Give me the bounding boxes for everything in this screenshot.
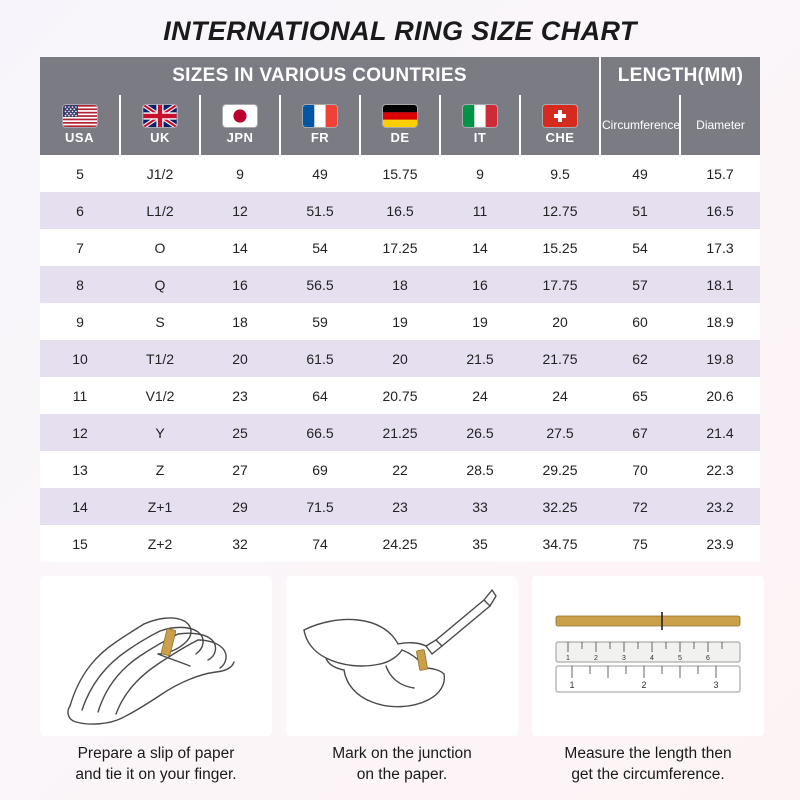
cell-it: 19: [440, 303, 520, 340]
cell-uk: Y: [120, 414, 200, 451]
table-body: [40, 155, 760, 562]
cell-it: 26.5: [440, 414, 520, 451]
flag-germany-icon: [383, 105, 417, 127]
cell-fr: 69: [280, 451, 360, 488]
table-row: [40, 377, 760, 414]
step-caption-1-line1: Prepare a slip of paper: [77, 745, 235, 762]
cell-usa: 8: [40, 266, 120, 303]
cell-de: 17.25: [360, 229, 440, 266]
svg-text:6: 6: [706, 655, 710, 662]
cell-che: 17.75: [520, 266, 600, 303]
cell-usa: 7: [40, 229, 120, 266]
cell-usa: 13: [40, 451, 120, 488]
cell-diameter: 16.5: [680, 192, 760, 229]
cell-usa: 10: [40, 340, 120, 377]
cell-jpn: 23: [200, 377, 280, 414]
cell-jpn: 14: [200, 229, 280, 266]
cell-it: 9: [440, 155, 520, 192]
cell-de: 15.75: [360, 155, 440, 192]
cell-circumference: 57: [600, 266, 680, 303]
cell-de: 18: [360, 266, 440, 303]
header-label-che: CHE: [545, 130, 575, 145]
cell-jpn: 20: [200, 340, 280, 377]
cell-uk: Z+1: [120, 488, 200, 525]
flag-france-icon: [303, 105, 337, 127]
step-caption-2-line1: Mark on the junction: [332, 745, 472, 762]
table-row: [40, 414, 760, 451]
step-card-1: [40, 576, 272, 786]
svg-text:2: 2: [641, 680, 647, 690]
header-label-fr: FR: [310, 130, 330, 145]
table-row: [40, 488, 760, 525]
svg-text:1: 1: [566, 655, 570, 662]
table-row: [40, 155, 760, 192]
cell-it: 21.5: [440, 340, 520, 377]
cell-circumference: 62: [600, 340, 680, 377]
cell-che: 29.25: [520, 451, 600, 488]
header-label-usa: USA: [65, 130, 94, 145]
cell-che: 20: [520, 303, 600, 340]
cell-de: 16.5: [360, 192, 440, 229]
cell-circumference: 49: [600, 155, 680, 192]
cell-fr: 74: [280, 525, 360, 562]
step-card-3: [532, 576, 764, 786]
cell-it: 16: [440, 266, 520, 303]
cell-diameter: 18.9: [680, 303, 760, 340]
cell-diameter: 18.1: [680, 266, 760, 303]
cell-it: 28.5: [440, 451, 520, 488]
cell-che: 24: [520, 377, 600, 414]
flag-usa-icon: [63, 105, 97, 127]
cell-jpn: 27: [200, 451, 280, 488]
cell-it: 33: [440, 488, 520, 525]
cell-diameter: 23.9: [680, 525, 760, 562]
cell-fr: 71.5: [280, 488, 360, 525]
cell-uk: O: [120, 229, 200, 266]
cell-uk: V1/2: [120, 377, 200, 414]
step-caption-1-line2: and tie it on your finger.: [75, 765, 237, 783]
cell-diameter: 20.6: [680, 377, 760, 414]
table-header-countries: [40, 95, 760, 155]
cell-usa: 12: [40, 414, 120, 451]
table-row: [40, 229, 760, 266]
header-col-uk: [120, 95, 200, 155]
cell-circumference: 60: [600, 303, 680, 340]
header-label-it: IT: [473, 130, 487, 145]
cell-usa: 14: [40, 488, 120, 525]
cell-circumference: 65: [600, 377, 680, 414]
cell-uk: J1/2: [120, 155, 200, 192]
header-col-circumference: Circumference: [600, 95, 680, 155]
cell-fr: 66.5: [280, 414, 360, 451]
header-col-diameter: Diameter: [680, 95, 760, 155]
cell-uk: L1/2: [120, 192, 200, 229]
ruler-measuring-illustration: [532, 576, 764, 736]
cell-fr: 49: [280, 155, 360, 192]
cell-circumference: 67: [600, 414, 680, 451]
header-label-jpn: JPN: [226, 130, 254, 145]
cell-che: 27.5: [520, 414, 600, 451]
step-caption-2-line2: on the paper.: [356, 765, 448, 783]
cell-circumference: 54: [600, 229, 680, 266]
cell-circumference: 72: [600, 488, 680, 525]
cell-de: 20: [360, 340, 440, 377]
hand-with-paper-strip-illustration: [40, 576, 272, 736]
table-header-groups: [40, 57, 760, 95]
table-row: [40, 192, 760, 229]
header-col-de: [360, 95, 440, 155]
cell-diameter: 23.2: [680, 488, 760, 525]
cell-usa: 9: [40, 303, 120, 340]
header-col-jpn: [200, 95, 280, 155]
cell-fr: 59: [280, 303, 360, 340]
cell-usa: 5: [40, 155, 120, 192]
flag-italy-icon: [463, 105, 497, 127]
header-group-length: LENGTH(MM): [600, 57, 760, 95]
cell-diameter: 15.7: [680, 155, 760, 192]
cell-circumference: 70: [600, 451, 680, 488]
table-row: [40, 266, 760, 303]
step-caption-1: [75, 744, 236, 786]
cell-circumference: 75: [600, 525, 680, 562]
page-title: INTERNATIONAL RING SIZE CHART: [163, 16, 637, 46]
cell-fr: 56.5: [280, 266, 360, 303]
svg-text:3: 3: [713, 680, 719, 690]
cell-de: 19: [360, 303, 440, 340]
step-caption-3: [564, 744, 731, 786]
cell-it: 11: [440, 192, 520, 229]
cell-it: 14: [440, 229, 520, 266]
cell-che: 9.5: [520, 155, 600, 192]
cell-uk: S: [120, 303, 200, 340]
cell-jpn: 16: [200, 266, 280, 303]
svg-text:5: 5: [678, 655, 682, 662]
flag-switzerland-icon: [543, 105, 577, 127]
table-row: [40, 303, 760, 340]
step-card-2: [286, 576, 518, 786]
header-col-it: [440, 95, 520, 155]
flag-uk-icon: [143, 105, 177, 127]
cell-fr: 51.5: [280, 192, 360, 229]
cell-fr: 54: [280, 229, 360, 266]
cell-jpn: 32: [200, 525, 280, 562]
step-caption-3-line1: Measure the length then: [564, 745, 732, 762]
cell-it: 35: [440, 525, 520, 562]
cell-uk: T1/2: [120, 340, 200, 377]
cell-jpn: 29: [200, 488, 280, 525]
cell-usa: 6: [40, 192, 120, 229]
measurement-steps: [40, 576, 760, 786]
cell-uk: Q: [120, 266, 200, 303]
cell-usa: 11: [40, 377, 120, 414]
cell-che: 12.75: [520, 192, 600, 229]
cell-de: 22: [360, 451, 440, 488]
cell-jpn: 12: [200, 192, 280, 229]
cell-de: 23: [360, 488, 440, 525]
cell-diameter: 19.8: [680, 340, 760, 377]
cell-de: 24.25: [360, 525, 440, 562]
step-caption-2: [332, 744, 472, 786]
step-caption-3-line2: get the circumference.: [571, 765, 725, 783]
cell-uk: Z+2: [120, 525, 200, 562]
table-row: [40, 340, 760, 377]
cell-it: 24: [440, 377, 520, 414]
cell-de: 21.25: [360, 414, 440, 451]
svg-text:3: 3: [622, 655, 626, 662]
flag-japan-icon: [223, 105, 257, 127]
cell-de: 20.75: [360, 377, 440, 414]
cell-jpn: 25: [200, 414, 280, 451]
cell-diameter: 17.3: [680, 229, 760, 266]
cell-uk: Z: [120, 451, 200, 488]
cell-che: 15.25: [520, 229, 600, 266]
cell-jpn: 18: [200, 303, 280, 340]
ring-size-table: [40, 57, 760, 562]
cell-usa: 15: [40, 525, 120, 562]
hand-marking-pen-illustration: [286, 576, 518, 736]
header-col-usa: [40, 95, 120, 155]
cell-che: 34.75: [520, 525, 600, 562]
cell-jpn: 9: [200, 155, 280, 192]
header-label-uk: UK: [150, 130, 170, 145]
svg-text:4: 4: [650, 655, 654, 662]
cell-diameter: 21.4: [680, 414, 760, 451]
table-row: [40, 451, 760, 488]
cell-che: 32.25: [520, 488, 600, 525]
table-row: [40, 525, 760, 562]
cell-circumference: 51: [600, 192, 680, 229]
cell-che: 21.75: [520, 340, 600, 377]
header-col-che: [520, 95, 600, 155]
svg-text:1: 1: [569, 680, 575, 690]
header-group-sizes: SIZES IN VARIOUS COUNTRIES: [40, 57, 600, 95]
cell-fr: 64: [280, 377, 360, 414]
svg-text:2: 2: [594, 655, 598, 662]
cell-diameter: 22.3: [680, 451, 760, 488]
header-col-fr: [280, 95, 360, 155]
header-label-de: DE: [390, 130, 410, 145]
cell-fr: 61.5: [280, 340, 360, 377]
